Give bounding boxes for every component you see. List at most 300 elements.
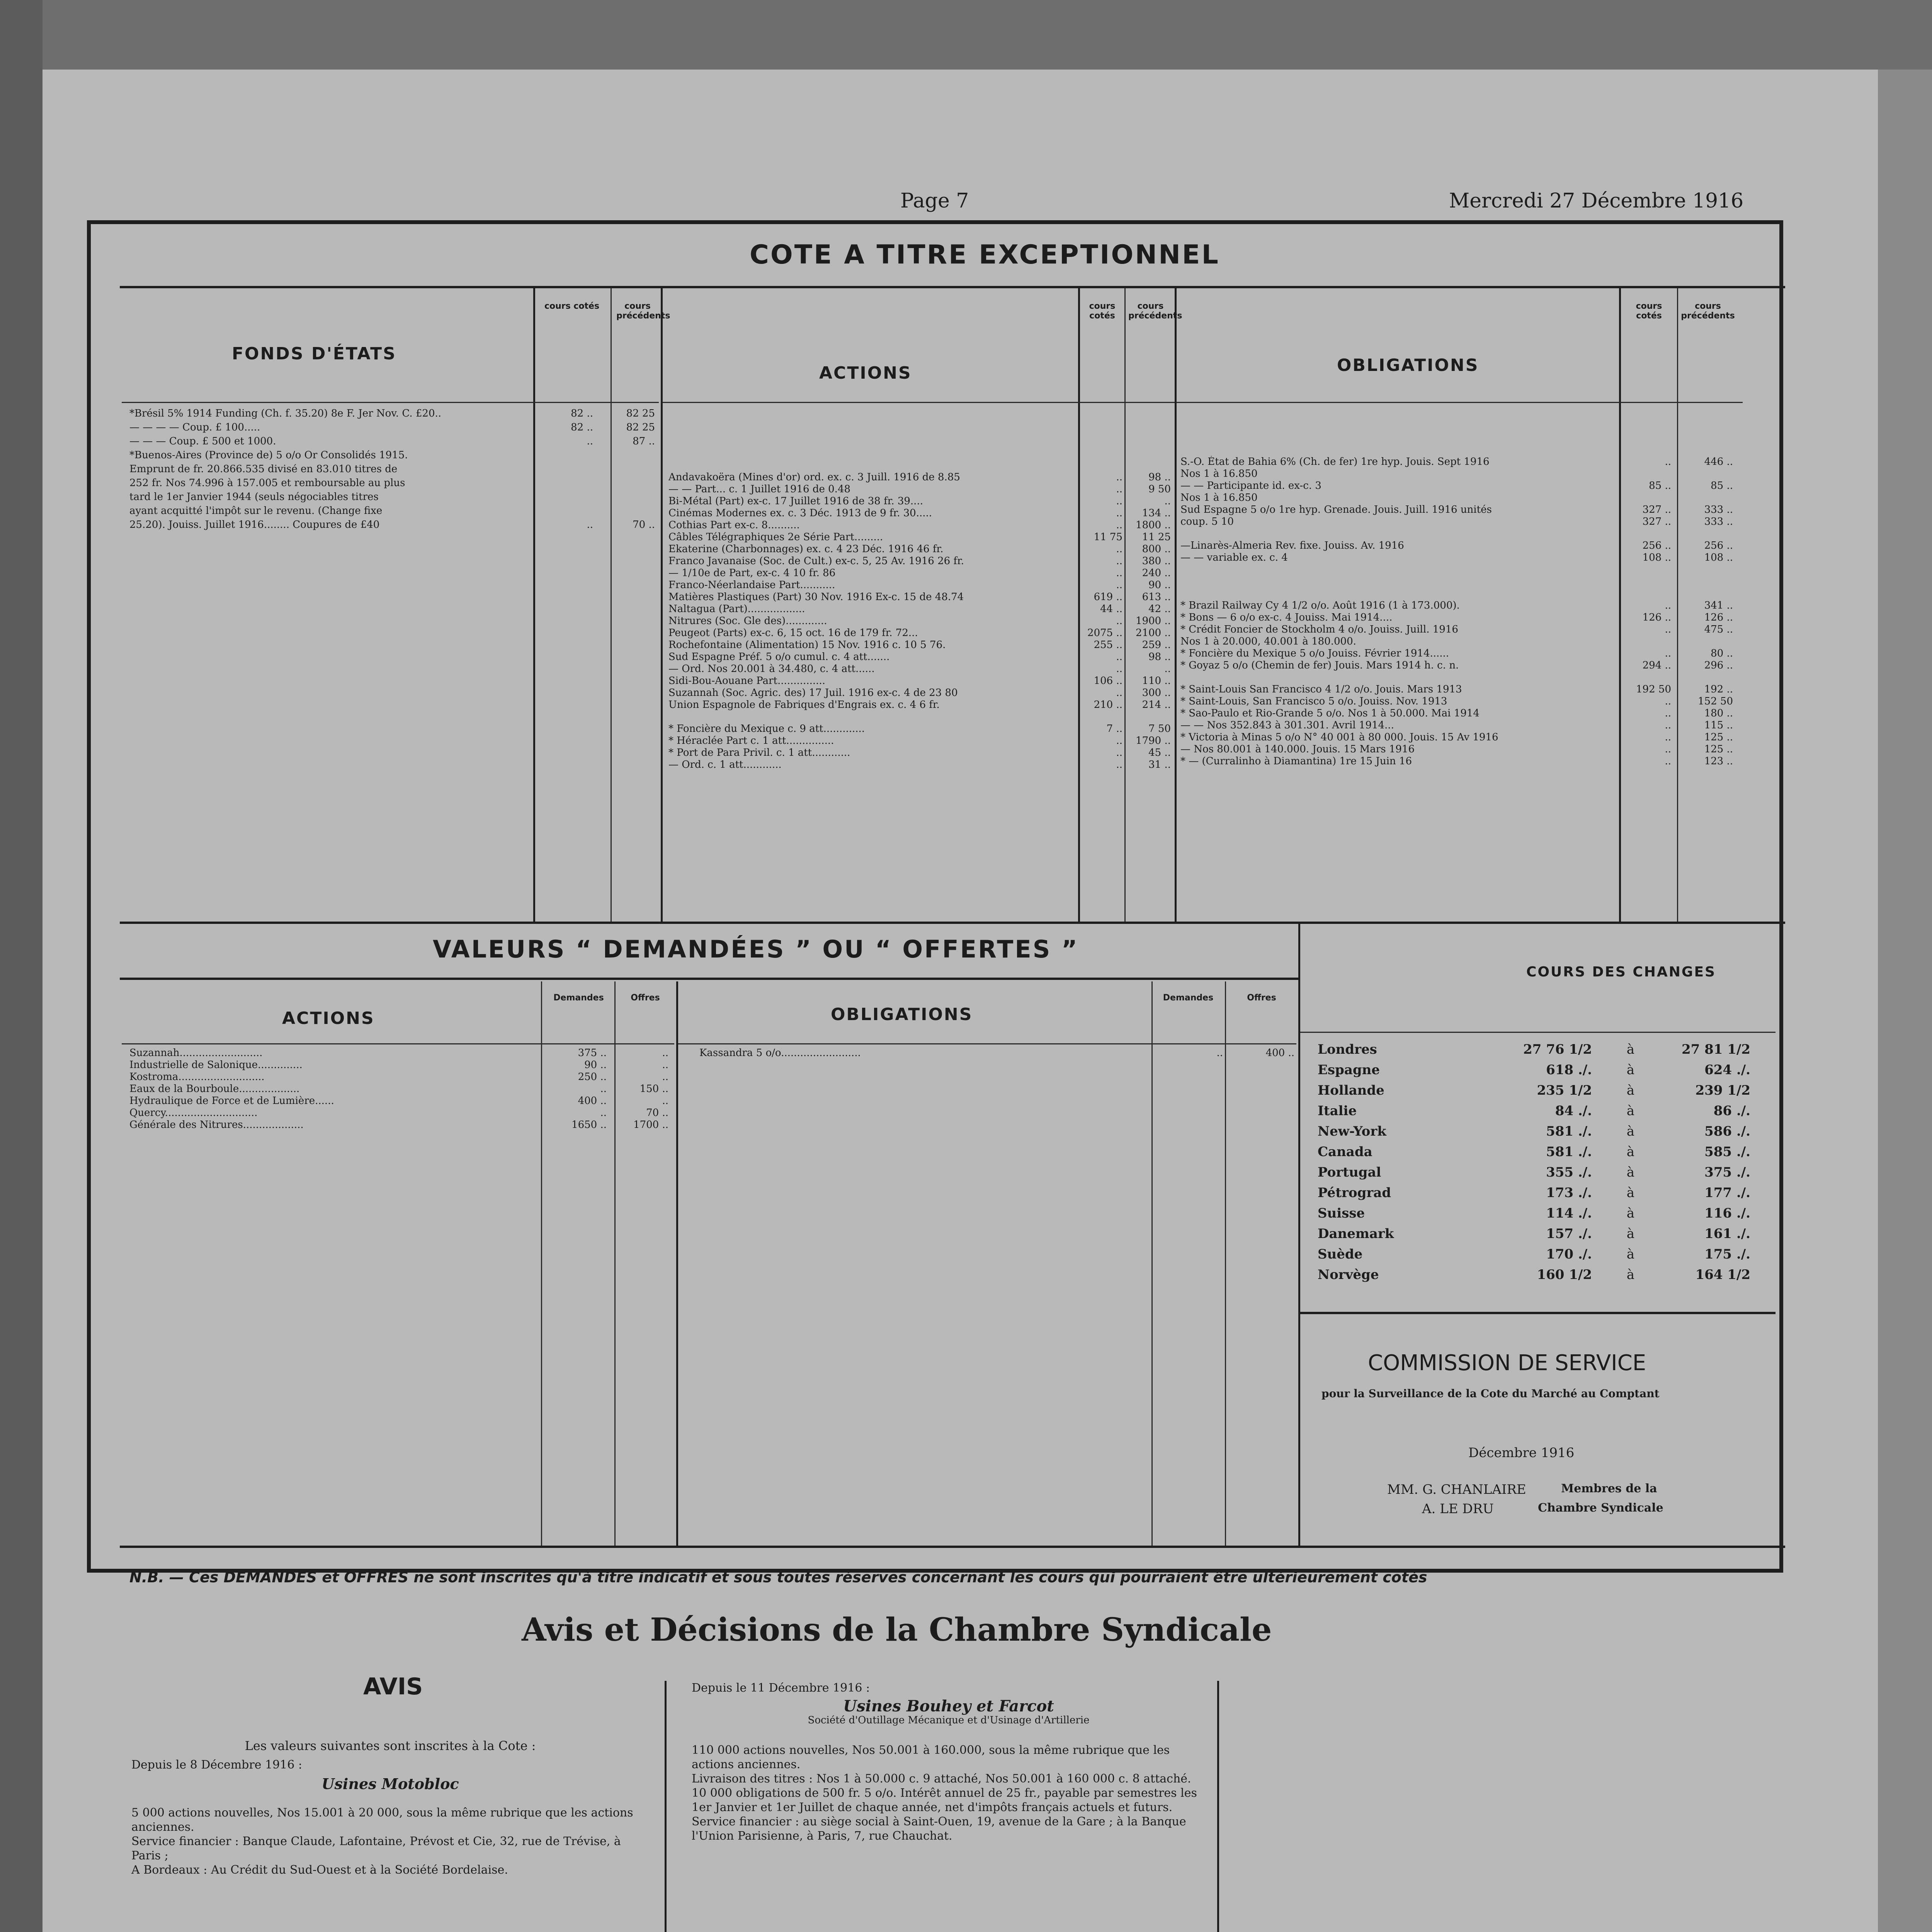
table-row — [1180, 480, 1737, 492]
avis-right-body-4: Service financier : au siège social à Saint-Ouen, 19, avenue de la Gare ; à la Banque l'Union Parisienne, à Paris, 7, rue Chauchat. — [692, 1815, 1186, 1843]
row-label: — — Part... c. 1 Juillet 1916 de 0.48 — [668, 483, 851, 495]
row-value-precedents: 125 .. — [1704, 731, 1733, 743]
exchange-row — [1318, 1060, 1762, 1080]
col-demandes: Demandes — [1163, 993, 1214, 1003]
row-value-cotes: .. — [600, 1107, 607, 1119]
commission-role-1: Membres de la — [1561, 1482, 1657, 1495]
table-row — [1180, 624, 1737, 636]
exchange-row — [1318, 1203, 1762, 1224]
row-label: tard le 1er Janvier 1944 (seuls négociables titres — [129, 491, 379, 503]
exchange-sep: à — [1626, 1165, 1634, 1180]
exchange-low: 27 76 1/2 — [1523, 1042, 1592, 1057]
row-label: Nos 1 à 20.000, 40.001 à 180.000. — [1180, 636, 1356, 647]
row-label: Franco Javanaise (Soc. de Cult.) ex-c. 5, 25 Av. 1916 26 fr. — [668, 555, 964, 567]
row-value-cotes: .. — [587, 435, 593, 447]
row-value-cotes: 44 .. — [1100, 603, 1122, 615]
table-row — [668, 663, 1173, 675]
changes-heading: COURS DES CHANGES — [1526, 964, 1716, 980]
row-value-precedents: 70 .. — [646, 1107, 668, 1119]
exchange-city: Pétrograd — [1318, 1185, 1391, 1201]
exchange-high: 177 ./. — [1704, 1185, 1750, 1201]
row-value-cotes: .. — [1116, 555, 1122, 567]
row-value-cotes: .. — [1665, 648, 1671, 659]
row-label: * Foncière du Mexique c. 9 att............. — [668, 723, 865, 735]
row-value-precedents: 9 50 — [1148, 483, 1171, 495]
row-label: — Nos 80.001 à 140.000. Jouis. 15 Mars 1916 — [1180, 743, 1415, 755]
row-label: — Ord. Nos 20.001 à 34.480, c. 4 att...... — [668, 663, 875, 675]
exchange-low: 160 1/2 — [1537, 1267, 1592, 1282]
table-row — [699, 1047, 1294, 1059]
row-value-precedents: 123 .. — [1704, 755, 1733, 767]
exchange-high: 161 ./. — [1704, 1226, 1750, 1242]
valeurs-obligations-heading: OBLIGATIONS — [831, 1005, 973, 1024]
row-label: — — Participante id. ex-c. 3 — [1180, 480, 1321, 492]
table-row — [668, 639, 1173, 651]
row-value-precedents: 110 .. — [1142, 675, 1171, 687]
exchange-high: 239 1/2 — [1695, 1083, 1750, 1098]
row-value-cotes: .. — [1665, 600, 1671, 611]
row-label: ayant acquitté l'impôt sur le revenu. (Change fixe — [129, 505, 383, 517]
exchange-row — [1318, 1244, 1762, 1265]
row-label: * Crédit Foncier de Stockholm 4 o/o. Jouiss. Juill. 1916 — [1180, 624, 1458, 635]
divider — [120, 978, 1298, 980]
row-label: Industrielle de Salonique.............. — [129, 1059, 303, 1071]
exchange-row — [1318, 1265, 1762, 1285]
table-row — [1180, 504, 1737, 516]
row-value-precedents: 613 .. — [1142, 591, 1171, 603]
table-row — [1180, 516, 1737, 528]
exchange-sep: à — [1626, 1185, 1634, 1201]
table-row — [668, 567, 1173, 579]
col-divider — [1298, 923, 1300, 1546]
row-value-cotes: .. — [1116, 687, 1122, 699]
avis-right-date: Depuis le 11 Décembre 1916 : — [692, 1681, 870, 1695]
row-label: * Bons — 6 o/o ex-c. 4 Jouiss. Mai 1914.... — [1180, 612, 1393, 623]
binding-gutter — [0, 0, 43, 1932]
row-value-precedents: .. — [662, 1095, 668, 1107]
table-row — [668, 675, 1173, 687]
row-label: * Port de Para Privil. c. 1 att............ — [668, 747, 850, 759]
table-row — [1180, 648, 1737, 660]
row-label: Nos 1 à 16.850 — [1180, 492, 1258, 503]
row-value-cotes: 327 .. — [1642, 504, 1671, 515]
row-label: Bi-Métal (Part) ex-c. 17 Juillet 1916 de 38 fr. 39.... — [668, 495, 923, 507]
row-value-cotes: .. — [1665, 755, 1671, 767]
exchange-row — [1318, 1162, 1762, 1183]
row-label: * Saint-Louis San Francisco 4 1/2 o/o. Jouis. Mars 1913 — [1180, 684, 1462, 695]
table-row — [1180, 468, 1737, 480]
exchange-row — [1318, 1039, 1762, 1060]
divider — [122, 1043, 674, 1044]
col-precedents: cours précédents — [1128, 301, 1182, 321]
avis-right-company: Usines Bouhey et Farcot — [843, 1697, 1054, 1715]
row-label: Ekaterine (Charbonnages) ex. c. 4 23 Déc. 1916 46 fr. — [668, 543, 944, 555]
table-row — [668, 699, 1173, 711]
exchange-city: Espagne — [1318, 1062, 1380, 1078]
row-value-precedents: 152 50 — [1698, 696, 1733, 707]
commission-member-1: MM. G. CHANLAIRE — [1387, 1482, 1526, 1497]
row-value-cotes: .. — [1116, 735, 1122, 747]
row-value-precedents: 341 .. — [1704, 600, 1733, 611]
avis-right — [692, 1681, 1206, 1843]
row-value-cotes: .. — [1216, 1047, 1223, 1059]
table-row — [129, 1083, 670, 1095]
actions-table — [668, 471, 1173, 771]
table-row — [1180, 696, 1737, 707]
row-label: Hydraulique de Force et de Lumière...... — [129, 1095, 334, 1107]
row-label: Peugeot (Parts) ex-c. 6, 15 oct. 16 de 179 fr. 72... — [668, 627, 918, 639]
table-row — [1180, 660, 1737, 672]
row-value-precedents: 240 .. — [1142, 567, 1171, 579]
col-demandes: Demandes — [553, 993, 604, 1003]
table-row — [668, 591, 1173, 603]
row-value-cotes: .. — [600, 1083, 607, 1095]
exchange-city: Suisse — [1318, 1206, 1365, 1221]
row-value-precedents: 333 .. — [1704, 504, 1733, 515]
newspaper-page — [43, 70, 1878, 1932]
exchange-high: 585 ./. — [1704, 1144, 1750, 1160]
table-row — [668, 471, 1173, 483]
divider — [1177, 402, 1743, 403]
fonds-heading: FONDS D'ÉTATS — [232, 344, 396, 364]
row-value-cotes: .. — [1116, 579, 1122, 591]
avis-left-company: Usines Motobloc — [321, 1775, 459, 1793]
col-precedents: cours précédents — [616, 301, 670, 321]
avis-left — [131, 1739, 649, 1877]
row-label: S.-O. État de Bahia 6% (Ch. de fer) 1re hyp. Jouis. Sept 1916 — [1180, 456, 1490, 468]
row-value-precedents: .. — [662, 1059, 668, 1071]
divider — [678, 1043, 1296, 1044]
row-value-cotes: .. — [1665, 707, 1671, 719]
row-value-cotes: 82 .. — [571, 408, 593, 419]
row-value-cotes: 7 .. — [1106, 723, 1122, 735]
row-value-precedents: 45 .. — [1148, 747, 1171, 759]
row-value-precedents: 11 25 — [1142, 531, 1171, 543]
row-value-cotes: 210 .. — [1094, 699, 1122, 711]
col-divider — [611, 288, 612, 922]
row-value-precedents: .. — [1164, 663, 1171, 675]
divider — [120, 286, 1785, 288]
row-label: *Brésil 5% 1914 Funding (Ch. f. 35.20) 8e F. Jer Nov. C. £20.. — [129, 408, 442, 419]
avis-right-body-3: 10 000 obligations de 500 fr. 5 o/o. Intérêt annuel de 25 fr., payable par semestres les 1er Janvier et 1er Juillet de chaque année, net d'impôts français actuels et futurs. — [692, 1786, 1197, 1814]
row-value-precedents: 98 .. — [1148, 471, 1171, 483]
exchange-high: 164 1/2 — [1695, 1267, 1750, 1282]
table-row — [1180, 731, 1737, 743]
col-divider — [661, 288, 663, 922]
exchange-high: 116 ./. — [1704, 1206, 1750, 1221]
table-row — [1180, 755, 1737, 767]
col-divider — [676, 981, 678, 1546]
row-label: Naltagua (Part).................. — [668, 603, 805, 615]
table-row — [668, 579, 1173, 591]
table-row — [1180, 552, 1737, 564]
exchange-sep: à — [1626, 1103, 1634, 1119]
row-value-precedents: 87 .. — [633, 435, 655, 447]
avis-right-sub: Société d'Outillage Mécanique et d'Usinage d'Artillerie — [808, 1714, 1090, 1726]
col-divider — [1175, 288, 1177, 922]
exchange-city: Italie — [1318, 1103, 1357, 1119]
table-row — [668, 759, 1173, 771]
exchange-sep: à — [1626, 1206, 1634, 1221]
divider — [1300, 1312, 1776, 1314]
table-row — [129, 408, 657, 422]
table-row — [129, 1071, 670, 1083]
exchange-high: 375 ./. — [1704, 1165, 1750, 1180]
exchange-high: 586 ./. — [1704, 1124, 1750, 1139]
table-row — [668, 687, 1173, 699]
row-value-precedents: 1800 .. — [1136, 519, 1171, 531]
exchange-sep: à — [1626, 1144, 1634, 1160]
row-label: Câbles Télégraphiques 2e Série Part......... — [668, 531, 883, 543]
row-value-cotes: 85 .. — [1649, 480, 1671, 492]
table-row — [1180, 492, 1737, 504]
fonds-table — [129, 408, 657, 533]
exchange-row — [1318, 1121, 1762, 1142]
row-value-cotes: 255 .. — [1094, 639, 1122, 651]
table-row — [129, 1047, 670, 1059]
row-value-cotes: 1650 .. — [571, 1119, 607, 1131]
row-label: — — — — Coup. £ 100..... — [129, 422, 260, 433]
exchange-city: Portugal — [1318, 1165, 1381, 1180]
table-row — [668, 735, 1173, 747]
row-label: Suzannah (Soc. Agric. des) 17 Juil. 1916 ex-c. 4 de 23 80 — [668, 687, 958, 699]
row-value-precedents: 115 .. — [1704, 719, 1733, 731]
exchange-high: 175 ./. — [1704, 1247, 1750, 1262]
row-label: — — — Coup. £ 500 et 1000. — [129, 435, 276, 447]
row-value-cotes: 90 .. — [584, 1059, 607, 1071]
table-row — [1180, 743, 1737, 755]
valeurs-obligations-table — [699, 1047, 1294, 1059]
col-cotes: cours cotés — [1089, 301, 1116, 321]
row-label: * — (Curralinho à Diamantina) 1re 15 Juin 16 — [1180, 755, 1412, 767]
row-label: Eaux de la Bourboule................... — [129, 1083, 300, 1095]
row-value-precedents: 82 25 — [626, 408, 655, 419]
row-value-precedents: 475 .. — [1704, 624, 1733, 635]
row-value-cotes: .. — [1116, 471, 1122, 483]
table-row — [1180, 576, 1737, 588]
table-row — [129, 1107, 670, 1119]
exchange-high: 624 ./. — [1704, 1062, 1750, 1078]
exchange-low: 618 ./. — [1546, 1062, 1592, 1078]
commission-month: Décembre 1916 — [1468, 1445, 1575, 1461]
exchange-low: 173 ./. — [1546, 1185, 1592, 1201]
row-label: 252 fr. Nos 74.996 à 157.005 et remboursable au plus — [129, 477, 405, 489]
exchange-row — [1318, 1142, 1762, 1162]
valeurs-actions-table — [129, 1047, 670, 1131]
row-label: Suzannah.......................... — [129, 1047, 263, 1059]
row-value-precedents: 1790 .. — [1136, 735, 1171, 747]
commission-subtitle: pour la Surveillance de la Cote du Marché au Comptant — [1321, 1387, 1660, 1400]
row-label: Matières Plastiques (Part) 30 Nov. 1916 Ex-c. 15 de 48.74 — [668, 591, 964, 603]
table-row — [1180, 588, 1737, 600]
avis-left-body-1: 5 000 actions nouvelles, Nos 15.001 à 20 000, sous la même rubrique que les actions anciennes. — [131, 1806, 633, 1834]
exchange-high: 27 81 1/2 — [1681, 1042, 1750, 1057]
row-value-cotes: 256 .. — [1642, 540, 1671, 551]
row-value-cotes: .. — [1116, 519, 1122, 531]
avis-left-body-2: Service financier : Banque Claude, Lafontaine, Prévost et Cie, 32, rue de Trévise, à Paris ; — [131, 1835, 621, 1862]
row-value-precedents: 1700 .. — [633, 1119, 668, 1131]
table-row — [668, 747, 1173, 759]
table-row — [668, 555, 1173, 567]
table-row — [668, 531, 1173, 543]
exchange-low: 157 ./. — [1546, 1226, 1592, 1242]
exchange-sep: à — [1626, 1226, 1634, 1242]
page-number: Page 7 — [900, 189, 969, 213]
row-label: Kassandra 5 o/o......................... — [699, 1047, 861, 1059]
exchange-sep: à — [1626, 1247, 1634, 1262]
row-label: Nitrures (Soc. Gle des)............. — [668, 615, 827, 627]
row-label: Nos 1 à 16.850 — [1180, 468, 1258, 480]
col-precedents: cours précédents — [1681, 301, 1735, 321]
avis-left-body-3: A Bordeaux : Au Crédit du Sud-Ouest et à la Société Bordelaise. — [131, 1863, 508, 1877]
row-label: * Sao-Paulo et Rio-Grande 5 o/o. Nos 1 à 50.000. Mai 1914 — [1180, 707, 1480, 719]
table-row — [1180, 540, 1737, 552]
exchange-low: 84 ./. — [1555, 1103, 1592, 1119]
exchange-city: Suède — [1318, 1247, 1363, 1262]
table-row — [1180, 600, 1737, 612]
cote-title: COTE A TITRE EXCEPTIONNEL — [750, 240, 1220, 270]
row-value-precedents: 446 .. — [1704, 456, 1733, 468]
row-value-precedents: 296 .. — [1704, 660, 1733, 671]
row-value-precedents: 126 .. — [1704, 612, 1733, 623]
row-label: Andavakoëra (Mines d'or) ord. ex. c. 3 Juill. 1916 de 8.85 — [668, 471, 960, 483]
col-offres: Offres — [631, 993, 660, 1003]
table-row — [129, 435, 657, 449]
row-value-precedents: 1900 .. — [1136, 615, 1171, 627]
exchange-city: Norvège — [1318, 1267, 1379, 1282]
table-row — [668, 615, 1173, 627]
exchange-low: 170 ./. — [1546, 1247, 1592, 1262]
table-row — [129, 1059, 670, 1071]
obligations-table — [1180, 456, 1737, 767]
row-value-precedents: .. — [662, 1071, 668, 1083]
table-row — [1180, 672, 1737, 684]
exchange-sep: à — [1626, 1042, 1634, 1057]
avis-title: Avis et Décisions de la Chambre Syndicale — [522, 1611, 1272, 1648]
table-row — [129, 422, 657, 435]
col-divider — [533, 288, 535, 922]
divider — [120, 1546, 1785, 1548]
row-value-precedents: 259 .. — [1142, 639, 1171, 651]
row-value-cotes: 106 .. — [1094, 675, 1122, 687]
row-value-cotes: .. — [1116, 747, 1122, 759]
row-value-precedents: 80 .. — [1711, 648, 1733, 659]
row-value-cotes: .. — [1665, 743, 1671, 755]
row-value-precedents: 400 .. — [1265, 1047, 1294, 1059]
row-value-cotes: 250 .. — [578, 1071, 607, 1083]
table-row — [1180, 636, 1737, 648]
row-value-cotes: .. — [1116, 651, 1122, 663]
commission-member-2: A. LE DRU — [1422, 1501, 1494, 1517]
exchange-low: 355 ./. — [1546, 1165, 1592, 1180]
col-cotes: cours cotés — [1636, 301, 1662, 321]
exchange-sep: à — [1626, 1083, 1634, 1098]
table-row — [1180, 528, 1737, 540]
col-divider — [1217, 1681, 1219, 1932]
table-row — [1180, 707, 1737, 719]
row-value-precedents: 85 .. — [1711, 480, 1733, 492]
table-row — [129, 449, 657, 463]
row-value-cotes: .. — [1665, 696, 1671, 707]
exchange-row — [1318, 1183, 1762, 1203]
row-value-cotes: .. — [1116, 663, 1122, 675]
table-row — [1180, 612, 1737, 624]
table-row — [668, 651, 1173, 663]
row-value-cotes: .. — [1116, 759, 1122, 770]
row-label: Franco-Néerlandaise Part........... — [668, 579, 835, 591]
table-row — [1180, 719, 1737, 731]
row-value-precedents: 134 .. — [1142, 507, 1171, 519]
exchange-low: 581 ./. — [1546, 1124, 1592, 1139]
row-value-cotes: 294 .. — [1642, 660, 1671, 671]
col-divider — [665, 1681, 667, 1932]
table-row — [129, 491, 657, 505]
row-label: — — variable ex. c. 4 — [1180, 552, 1288, 563]
row-value-precedents: 125 .. — [1704, 743, 1733, 755]
table-row — [129, 463, 657, 477]
row-value-cotes: 11 75 — [1094, 531, 1122, 543]
table-row — [668, 519, 1173, 531]
commission-title: COMMISSION DE SERVICE — [1368, 1350, 1646, 1376]
row-label: Générale des Nitrures................... — [129, 1119, 304, 1131]
row-value-precedents: 90 .. — [1148, 579, 1171, 591]
divider — [120, 922, 1785, 924]
row-label: — Ord. c. 1 att............ — [668, 759, 782, 770]
row-label: —Linarès-Almeria Rev. fixe. Jouiss. Av. 1916 — [1180, 540, 1404, 551]
table-row — [129, 519, 657, 533]
table-row — [129, 505, 657, 519]
page-date: Mercredi 27 Décembre 1916 — [1449, 189, 1744, 213]
row-value-precedents: 98 .. — [1148, 651, 1171, 663]
row-label: Sud Espagne 5 o/o 1re hyp. Grenade. Jouis. Juill. 1916 unités — [1180, 504, 1492, 515]
row-label: * Goyaz 5 o/o (Chemin de fer) Jouis. Mars 1914 h. c. n. — [1180, 660, 1459, 671]
table-row — [668, 711, 1173, 723]
table-row — [668, 627, 1173, 639]
row-value-cotes: 126 .. — [1642, 612, 1671, 623]
row-value-cotes: .. — [1665, 731, 1671, 743]
exchange-city: Canada — [1318, 1144, 1372, 1160]
row-label: * Héraclée Part c. 1 att............... — [668, 735, 834, 747]
row-value-precedents: 300 .. — [1142, 687, 1171, 699]
table-row — [668, 507, 1173, 519]
avis-intro: Les valeurs suivantes sont inscrites à la Cote : — [245, 1738, 536, 1753]
avis-heading: AVIS — [363, 1673, 423, 1700]
exchange-low: 581 ./. — [1546, 1144, 1592, 1160]
exchange-city: Danemark — [1318, 1226, 1394, 1242]
divider — [122, 402, 659, 403]
row-label: *Buenos-Aires (Province de) 5 o/o Or Consolidés 1915. — [129, 449, 408, 461]
row-value-precedents: 150 .. — [639, 1083, 668, 1095]
row-value-cotes: 82 .. — [571, 422, 593, 433]
row-value-cotes: .. — [1116, 543, 1122, 555]
row-label: coup. 5 10 — [1180, 516, 1234, 527]
exchange-city: Londres — [1318, 1042, 1377, 1057]
row-value-cotes: .. — [1116, 567, 1122, 579]
table-row — [1180, 456, 1737, 468]
col-cotes: cours cotés — [544, 301, 600, 311]
exchange-row — [1318, 1080, 1762, 1101]
row-value-precedents: 42 .. — [1148, 603, 1171, 615]
divider — [1300, 1032, 1776, 1033]
row-value-cotes: .. — [1116, 615, 1122, 627]
row-value-precedents: 7 50 — [1148, 723, 1171, 735]
table-row — [668, 603, 1173, 615]
row-label: * Brazil Railway Cy 4 1/2 o/o. Août 1916 (1 à 173.000). — [1180, 600, 1460, 611]
row-label: Union Espagnole de Fabriques d'Engrais ex. c. 4 6 fr. — [668, 699, 940, 711]
exchange-city: New-York — [1318, 1124, 1386, 1139]
row-label: Rochefontaine (Alimentation) 15 Nov. 1916 c. 10 5 76. — [668, 639, 946, 651]
row-value-cotes: 192 50 — [1636, 684, 1671, 695]
